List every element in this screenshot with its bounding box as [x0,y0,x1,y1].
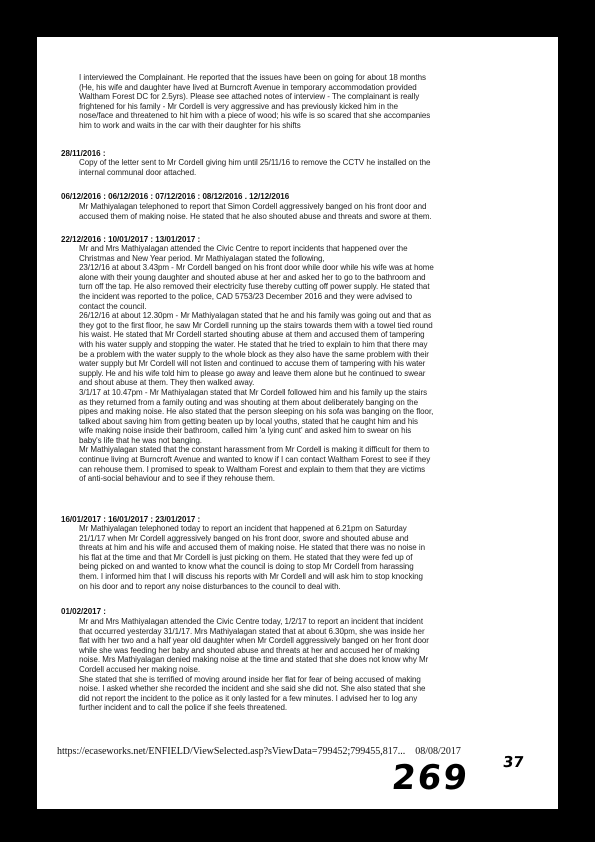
text-line: on his door and to report any noise disturbances to the council to deal with. [79,581,341,591]
text-line: Mr and Mrs Mathiyalagan attended the Civic Centre to report incidents that happened over the [79,244,408,253]
entry-body [79,202,544,221]
text-line: his flat at the time and that Mr Cordell is just picking on them. He stated that they were fed up of [79,552,413,562]
text-line: with his water supply and stopping the water. He stated that he tried to explain to him that there may [79,339,428,349]
text-line: Mr and Mrs Mathiyalagan attended the Civic Centre today, 1/2/17 to report an incident that incident [79,617,423,626]
text-line: talked about saving him from getting beaten up by local youths, stated that he caught him and his [79,416,418,426]
footer-date: 08/08/2017 [415,746,461,757]
text-line: can rehouse them. I promised to speak to Waltham Forest and explain to them that they are victims [79,464,426,474]
text-line: him to work and waits in the car with their daughter for his shifts [79,120,301,130]
print-footer [57,746,461,757]
entry-body [79,617,544,713]
text-line: She stated that she is terrified of moving around inside her flat for fear of being accused of making [79,674,421,684]
handwritten-sub-number: 37 [502,753,525,771]
entry-body [79,524,544,591]
text-line: water supply but Mr Cordell will not listen and continued to accuse them of tampering with his water [79,359,426,369]
text-line: and shout abuse at them. They then walked away. [79,378,255,388]
text-line: the incident was reported to the police, CAD 5753/23 December 2016 and they were advised to [79,291,412,301]
entry-date-heading: 16/01/2017 : 16/01/2017 : 23/01/2017 : [61,515,201,524]
text-line: continue living at Burncroft Avenue and wanted to know if I can contact Waltham Forest to see if they [79,455,431,465]
text-line: wife making noise inside their bathroom, called him 'a lying cunt' and asked him to swear on his [79,426,412,436]
entry-body [79,158,544,177]
document-page [37,37,558,809]
text-line: they got to the first floor, he saw Mr Cordell running up the stairs towards them with a towel tied round [79,320,433,330]
text-line: noise. I asked whether she recorded the incident and she said she did not. She also stated that she [79,684,426,694]
text-line: them. I informed him that I will discuss his reports with Mr Cordell and will ask him to stop knocking [79,571,423,581]
text-line: noise. Mrs Mathiyalagan denied making noise at the time and stated that she does not know why Mr [79,655,429,665]
text-line: threats at him and his wife and accused them of making noise. He stated that there was no noise in [79,543,425,553]
entry-date-heading: 28/11/2016 : [61,149,106,158]
text-line: frightened for his family - Mr Cordell is very aggressive and has previously kicked him in the [79,101,398,111]
text-line: accused them of making noise. He stated that he also shouted abuse and threats and swore at them. [79,211,432,221]
text-line: Mr Mathiyalagan stated that the constant harassment from Mr Cordell is making it difficult for them to [79,445,430,455]
text-line: supply. He and his wife told him to please go away and leave them alone but he continued to swear [79,368,426,378]
text-line: further incident and to call the police if she feels threatened. [79,703,288,713]
text-line: I interviewed the Complainant. He reported that the issues have been on going for about 18 months [79,73,426,82]
text-line: be a problem with the water supply to the whole block as they also have the same problem with their [79,349,429,359]
text-line: his waist. He stated that Mr Cordell started shouting abuse at them and accused them of tampering [79,330,425,340]
text-line: Mr Mathiyalagan telephoned to report that Simon Cordell aggressively banged on his front door and [79,202,427,211]
text-line: pipes and making noise. He also stated that the person sleeping on his sofa was banging on the floor, [79,407,434,417]
text-line: 26/12/16 at about 12.30pm - Mr Mathiyalagan stated that he and his family was going out and that as [79,311,432,321]
text-line: of anti-social behaviour and to see if they rehouse them. [79,474,275,484]
footer-url: https://ecaseworks.net/ENFIELD/ViewSelected.asp?sViewData=799452;799455,817... [57,746,406,757]
text-line: alone with their young daughter and shouted abuse at her and asked her to go to the bathroom and [79,272,426,282]
text-line: internal communal door attached. [79,167,197,177]
text-line: contact the council. [79,301,147,311]
text-line: Copy of the letter sent to Mr Cordell giving him until 25/11/16 to remove the CCTV he installed on the [79,158,431,167]
text-line: nose/face and threatened to hit him with a piece of wood; his wife is so scared that she accompanies [79,111,431,121]
text-line: 21/1/17 when Mr Cordell aggressively banged on his front door, swore and shouted abuse and [79,533,409,543]
text-line: Mr Mathiyalagan telephoned today to report an incident that happened at 6.21pm on Saturday [79,524,407,533]
text-line: (He, his wife and daughter have lived at Burncroft Avenue in temporary accommodation provided [79,82,417,92]
text-line: Cordell accused her making noise. [79,664,201,674]
text-line: as they returned from a family outing and was shouting at them about deliberately banging on the [79,397,418,407]
handwritten-page-number: 269 [389,758,472,798]
text-line: baby's life that he was not banging. [79,435,202,445]
entry-body [79,244,544,484]
text-line: 3/1/17 at 10.47pm - Mr Mathiyalagan stated that Mr Cordell followed him and his family up the stairs [79,387,428,397]
text-line: Christmas and New Year period. Mr Mathiyalagan stated the following, [79,253,325,263]
text-line: 23/12/16 at about 3.43pm - Mr Cordell banged on his front door while door while his wife was at home [79,263,434,273]
text-line: turn off the tap. He also removed their electricity fuse thereby cutting off power supply. He stated that [79,282,430,292]
text-line: that occurred yesterday 31/1/17. Mrs Mathiyalagan stated that at about 6.30pm, she was inside her [79,626,425,636]
intro-paragraph [79,73,544,131]
text-line: Waltham Forest DC for 2.5yrs). Please see attached notes of interview - The complainant is really [79,92,420,102]
text-line: while she was feeding her baby and shouted abuse and threats at her and accused her of making [79,645,420,655]
text-line: did not report the incident to the police as it only lasted for a few minutes. I advised her to log any [79,693,418,703]
text-line: flat with her two and a half year old daughter when Mr Cordell aggressively banged on her front door [79,636,429,646]
text-line: being picked on and wanted to know what the council is doing to stop Mr Cordell from harassing [79,562,414,572]
entry-date-heading: 06/12/2016 : 06/12/2016 : 07/12/2016 : 08/12/2016 . 12/12/2016 [61,192,290,201]
entry-date-heading: 22/12/2016 : 10/01/2017 : 13/01/2017 : [61,235,201,244]
entry-date-heading: 01/02/2017 : [61,607,106,616]
